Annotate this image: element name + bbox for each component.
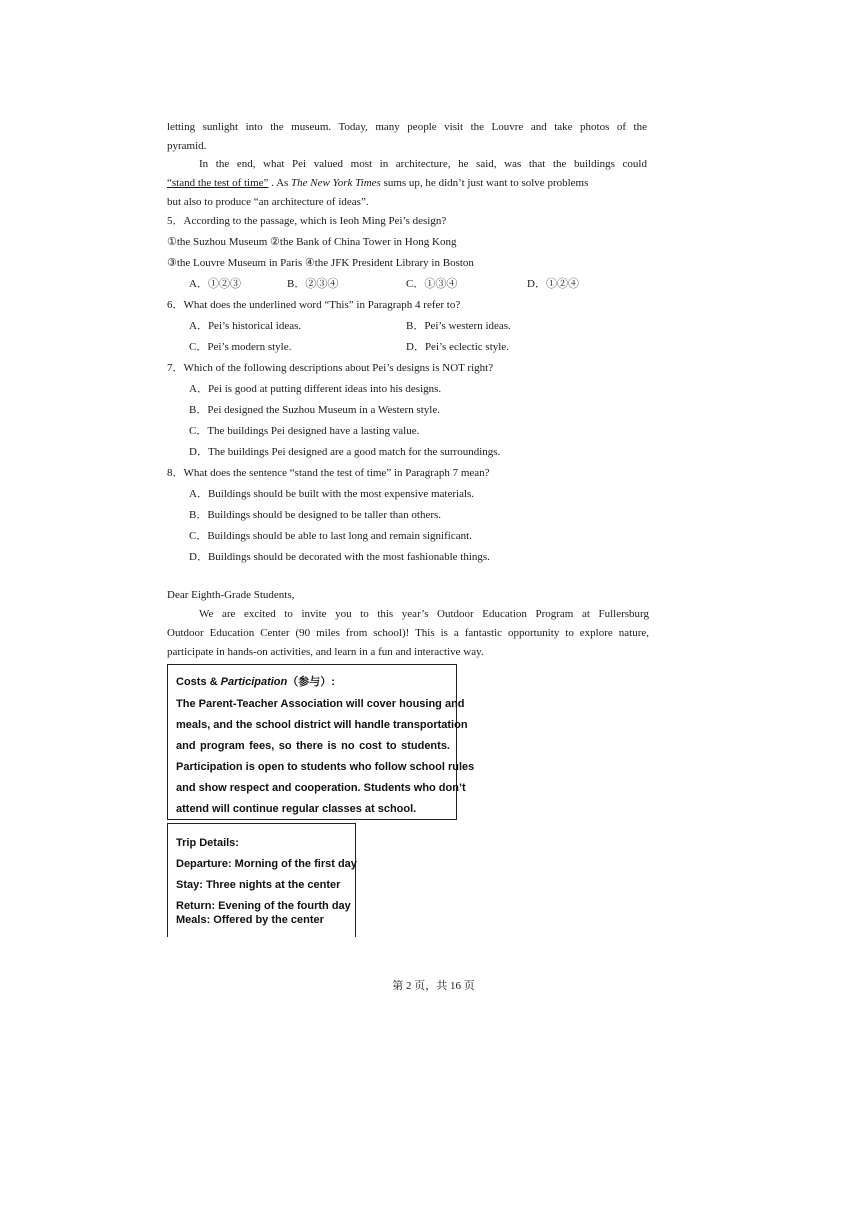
trip-box-line: Departure: Morning of the first day — [176, 858, 357, 870]
option: B．Pei’s western ideas. — [406, 320, 511, 332]
passage-line: letting sunlight into the museum. Today, many people visit the Louvre and take photos of the — [167, 121, 647, 133]
option: A．Pei’s historical ideas. — [189, 320, 302, 332]
passage-line: but also to produce “an architecture of ideas”. — [167, 196, 369, 208]
passage-text: . As — [268, 177, 292, 189]
costs-box-line: The Parent-Teacher Association will cover housing and — [176, 698, 465, 710]
costs-box-line: meals, and the school district will handle transportation — [176, 719, 468, 731]
costs-box-line: attend will continue regular classes at school. — [176, 803, 417, 815]
question-stem: 5．According to the passage, which is Ieoh Ming Pei’s design? — [167, 215, 447, 227]
option: C．Buildings should be able to last long and remain significant. — [189, 530, 472, 542]
costs-box-title — [176, 676, 335, 690]
option: B．②③④ — [287, 278, 339, 290]
letter-greeting: Dear Eighth-Grade Students, — [167, 589, 295, 601]
costs-title-suffix: （参与）: — [287, 676, 335, 688]
question-stem: 8．What does the sentence “stand the test of time” in Paragraph 7 mean? — [167, 467, 490, 479]
letter-line: Outdoor Education Center (90 miles from school)! This is a fantastic opportunity to explore nature, — [167, 627, 649, 639]
participation-word: Participation — [220, 676, 288, 688]
question-stem: 6．What does the underlined word “This” in Paragraph 4 refer to? — [167, 299, 461, 311]
option: D．①②④ — [527, 278, 579, 290]
trip-box-line: Meals: Offered by the center — [176, 914, 324, 926]
newspaper-name: The New York Times — [291, 177, 381, 189]
costs-participation-box — [167, 664, 475, 820]
option: D．Pei’s eclectic style. — [406, 341, 509, 353]
option: C．The buildings Pei designed have a lasting value. — [189, 425, 420, 437]
option: C．①③④ — [406, 278, 458, 290]
option: B．Buildings should be designed to be taller than others. — [189, 509, 442, 521]
option: A．Buildings should be built with the most expensive materials. — [189, 488, 475, 500]
letter-line: We are excited to invite you to this year’s Outdoor Education Program at Fullersburg — [199, 608, 649, 620]
passage-line: pyramid. — [167, 140, 207, 152]
question-extra: ①the Suzhou Museum ②the Bank of China Tower in Hong Kong — [167, 236, 457, 248]
option: D．Buildings should be decorated with the most fashionable things. — [189, 551, 490, 563]
costs-box-line: and show respect and cooperation. Students who don’t — [176, 782, 466, 794]
underlined-phrase: “stand the test of time” — [167, 177, 269, 189]
passage-text: sums up, he didn’t just want to solve problems — [380, 177, 589, 189]
trip-box-line: Return: Evening of the fourth day — [176, 900, 351, 912]
trip-details-box — [167, 823, 356, 937]
question-extra: ③the Louvre Museum in Paris ④the JFK President Library in Boston — [167, 257, 474, 269]
passage-line — [167, 177, 647, 191]
costs-title-text: Costs & — [176, 676, 221, 688]
option: D．The buildings Pei designed are a good match for the surroundings. — [189, 446, 501, 458]
costs-box-line: Participation is open to students who follow school rules — [176, 761, 475, 773]
option: B．Pei designed the Suzhou Museum in a Western style. — [189, 404, 440, 416]
costs-box-line: and program fees, so there is no cost to students. — [176, 740, 450, 752]
option: A．①②③ — [189, 278, 241, 290]
question-stem: 7．Which of the following descriptions about Pei’s designs is NOT right? — [167, 362, 494, 374]
option: C．Pei’s modern style. — [189, 341, 292, 353]
passage-line: In the end, what Pei valued most in architecture, he said, was that the buildings could — [199, 158, 647, 170]
page-number: 第 2 页，共 16 页 — [392, 980, 475, 992]
letter-line: participate in hands-on activities, and learn in a fun and interactive way. — [167, 646, 484, 658]
trip-box-title: Trip Details: — [176, 837, 239, 849]
option: A．Pei is good at putting different ideas into his designs. — [189, 383, 442, 395]
trip-box-line: Stay: Three nights at the center — [176, 879, 341, 891]
